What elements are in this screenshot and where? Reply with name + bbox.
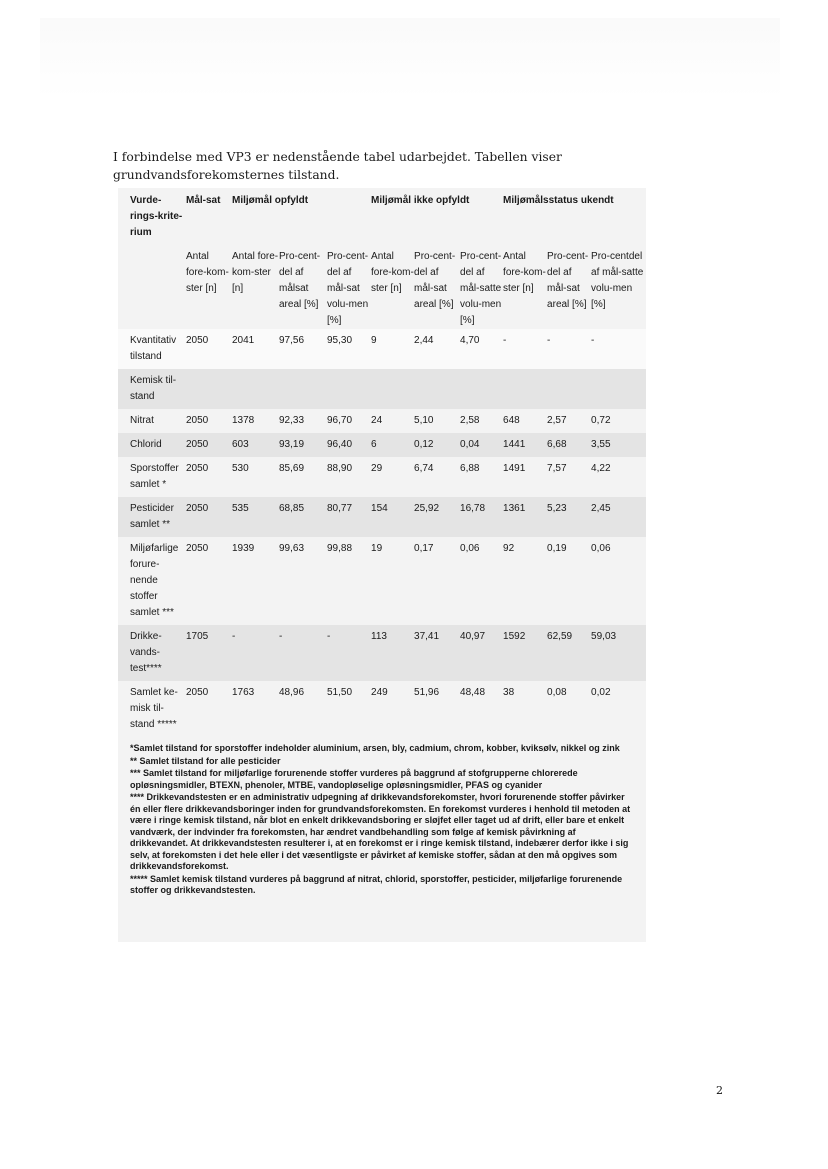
footnote: **** Drikkevandstesten er en administrativ udpegning af drikkevandsforekomster, hvori forurenende stoffer påvirker én eller flere drikkevandsboringer inden for grundvandsforekomsten. En forekomst vurderes i henhold til metoden at være i ringe kemisk tilstand, når blot en enkelt drikkevandsboring er sløjfet eller taget ud af drift, eller bare et enkelt vandværk, der indvinder fra forekomsten, har ændret vandbehandling som følge af kemisk påvirkning af drikkevandet. At drikkevandstesten resulterer i, at en forekomst er i ringe kemisk tilstand, indebærer derfor ikke i sig selv, at forekomsten i det hele eller i det væsentligste er påvirket af kemiske stoffer, sådan at den må opgives som drikkevandsforekomst. [130,792,631,871]
table-cell: 51,96 [414,681,460,737]
table-cell [547,369,591,409]
table-cell: 0,17 [414,537,460,625]
table-cell: 25,92 [414,497,460,537]
table-cell: 88,90 [327,457,371,497]
table-cell: 1361 [503,497,547,537]
table-footnotes [118,737,646,906]
table-cell [327,369,371,409]
header-goal-met: Miljømål opfyldt [232,188,371,241]
table-cell: 6 [371,433,414,457]
table-cell: 6,74 [414,457,460,497]
table-cell: - [591,329,646,369]
table-cell: 0,08 [547,681,591,737]
table-cell: 96,40 [327,433,371,457]
group-header-row [118,188,646,241]
table-cell [591,369,646,409]
table-cell: 95,30 [327,329,371,369]
table-cell: 2050 [186,457,232,497]
intro-paragraph: I forbindelse med VP3 er nedenstående tabel udarbejdet. Tabellen viser grundvandsforekomsternes tilstand. [113,150,562,182]
table-cell: 93,19 [279,433,327,457]
page-number: 2 [716,1084,723,1097]
table-cell: 1705 [186,625,232,681]
table-cell: 38 [503,681,547,737]
table-cell: 96,70 [327,409,371,433]
table-cell: - [279,625,327,681]
table-cell: 62,59 [547,625,591,681]
table-cell: 9 [371,329,414,369]
table-cell [414,369,460,409]
sub-header-cell: Antal fore-kom-ster [n] [371,241,414,329]
table-cell: - [327,625,371,681]
table-cell: 0,04 [460,433,503,457]
table-row [118,497,646,537]
table-cell: 48,48 [460,681,503,737]
table-row [118,537,646,625]
table-row [118,409,646,433]
table-cell [503,369,547,409]
table-cell: 1378 [232,409,279,433]
table-cell: 2050 [186,497,232,537]
sub-header-cell: Pro-centdel af mål-satte volu-men [%] [591,241,646,329]
table-row [118,457,646,497]
row-label: Drikke-vands-test**** [118,625,186,681]
table-cell: 48,96 [279,681,327,737]
status-table-container [118,188,646,942]
footnote: *Samlet tilstand for sporstoffer indeholder aluminium, arsen, bly, cadmium, chrom, kobber, kviksølv, nikkel og zink [130,743,620,753]
table-cell: 92,33 [279,409,327,433]
table-cell: 4,70 [460,329,503,369]
header-goal-not-met: Miljømål ikke opfyldt [371,188,503,241]
header-goal-unknown: Miljømålsstatus ukendt [503,188,646,241]
table-cell: 1491 [503,457,547,497]
table-cell: 40,97 [460,625,503,681]
table-cell: 2050 [186,329,232,369]
table-cell: 249 [371,681,414,737]
table-cell: 2050 [186,537,232,625]
table-cell: 4,22 [591,457,646,497]
sub-header-cell: Antal fore-kom-ster [n] [232,241,279,329]
table-cell: 16,78 [460,497,503,537]
table-cell: 530 [232,457,279,497]
row-label: Sporstoffer samlet * [118,457,186,497]
table-cell: 2,45 [591,497,646,537]
table-cell: 1441 [503,433,547,457]
table-cell: 59,03 [591,625,646,681]
table-cell: 2,58 [460,409,503,433]
table-cell: 99,63 [279,537,327,625]
table-cell: 29 [371,457,414,497]
table-cell [186,369,232,409]
footnote: ***** Samlet kemisk tilstand vurderes på baggrund af nitrat, chlorid, sporstoffer, pesticider, miljøfarlige forurenende stoffer og drikkevandstesten. [130,873,623,895]
table-cell: 24 [371,409,414,433]
table-cell: - [503,329,547,369]
table-cell: 2041 [232,329,279,369]
table-cell: 19 [371,537,414,625]
footnote: ** Samlet tilstand for alle pesticider [130,755,281,766]
table-cell: 51,50 [327,681,371,737]
table-cell: 6,68 [547,433,591,457]
sub-header-cell: Pro-cent-del af mål-satte volu-men [%] [460,241,503,329]
row-label: Kvantitativ tilstand [118,329,186,369]
row-label: Miljøfarlige forure-nende stoffer samlet *** [118,537,186,625]
sub-header-cell: Antal fore-kom-ster [n] [186,241,232,329]
table-cell [460,369,503,409]
table-cell [232,369,279,409]
table-cell: 1763 [232,681,279,737]
sub-header-cell: Pro-cent-del af mål-sat areal [%] [414,241,460,329]
table-cell: 99,88 [327,537,371,625]
table-cell: 2050 [186,681,232,737]
footnote: *** Samlet tilstand for miljøfarlige forurenende stoffer vurderes på baggrund af stofgrupperne chlorerede opløsningsmidler, BTEXN, phenoler, MTBE, vandopløselige opløsningsmidler, PFAS og cyanider [130,768,578,790]
table-cell: 0,06 [591,537,646,625]
table-cell: 5,23 [547,497,591,537]
row-label: Nitrat [118,409,186,433]
row-label: Chlorid [118,433,186,457]
table-cell: 0,06 [460,537,503,625]
table-cell: 1592 [503,625,547,681]
sub-header-cell: Pro-cent-del af målsat areal [%] [279,241,327,329]
table-row [118,433,646,457]
table-cell: 2050 [186,433,232,457]
table-row [118,369,646,409]
table-cell: 80,77 [327,497,371,537]
table-row [118,329,646,369]
table-cell: 85,69 [279,457,327,497]
table-row [118,681,646,737]
table-cell: - [547,329,591,369]
table-cell: 535 [232,497,279,537]
sub-header-cell: Pro-cent-del af mål-sat volu-men [%] [327,241,371,329]
faded-header [40,18,780,98]
table-cell: 3,55 [591,433,646,457]
table-cell: 2050 [186,409,232,433]
table-cell: 7,57 [547,457,591,497]
row-label: Kemisk til-stand [118,369,186,409]
table-cell: 2,44 [414,329,460,369]
table-cell: 603 [232,433,279,457]
table-cell: 37,41 [414,625,460,681]
header-target: Mål-sat [186,188,232,241]
sub-header-blank [118,241,186,329]
table-cell: 0,02 [591,681,646,737]
table-cell: 5,10 [414,409,460,433]
table-row [118,625,646,681]
table-cell [279,369,327,409]
table-cell [371,369,414,409]
sub-header-cell: Pro-cent-del af mål-sat areal [%] [547,241,591,329]
table-cell: 154 [371,497,414,537]
row-label: Samlet ke-misk til-stand ***** [118,681,186,737]
table-cell: 2,57 [547,409,591,433]
table-cell: 68,85 [279,497,327,537]
header-criterion: Vurde-rings-krite-rium [118,188,186,241]
table-cell: 648 [503,409,547,433]
sub-header-cell: Antal fore-kom-ster [n] [503,241,547,329]
sub-header-row [118,241,646,329]
table-cell: - [232,625,279,681]
groundwater-status-table [118,188,646,737]
table-cell: 6,88 [460,457,503,497]
table-cell: 113 [371,625,414,681]
table-cell: 0,72 [591,409,646,433]
table-cell: 0,12 [414,433,460,457]
table-cell: 92 [503,537,547,625]
table-cell: 1939 [232,537,279,625]
table-cell: 97,56 [279,329,327,369]
row-label: Pesticider samlet ** [118,497,186,537]
table-cell: 0,19 [547,537,591,625]
